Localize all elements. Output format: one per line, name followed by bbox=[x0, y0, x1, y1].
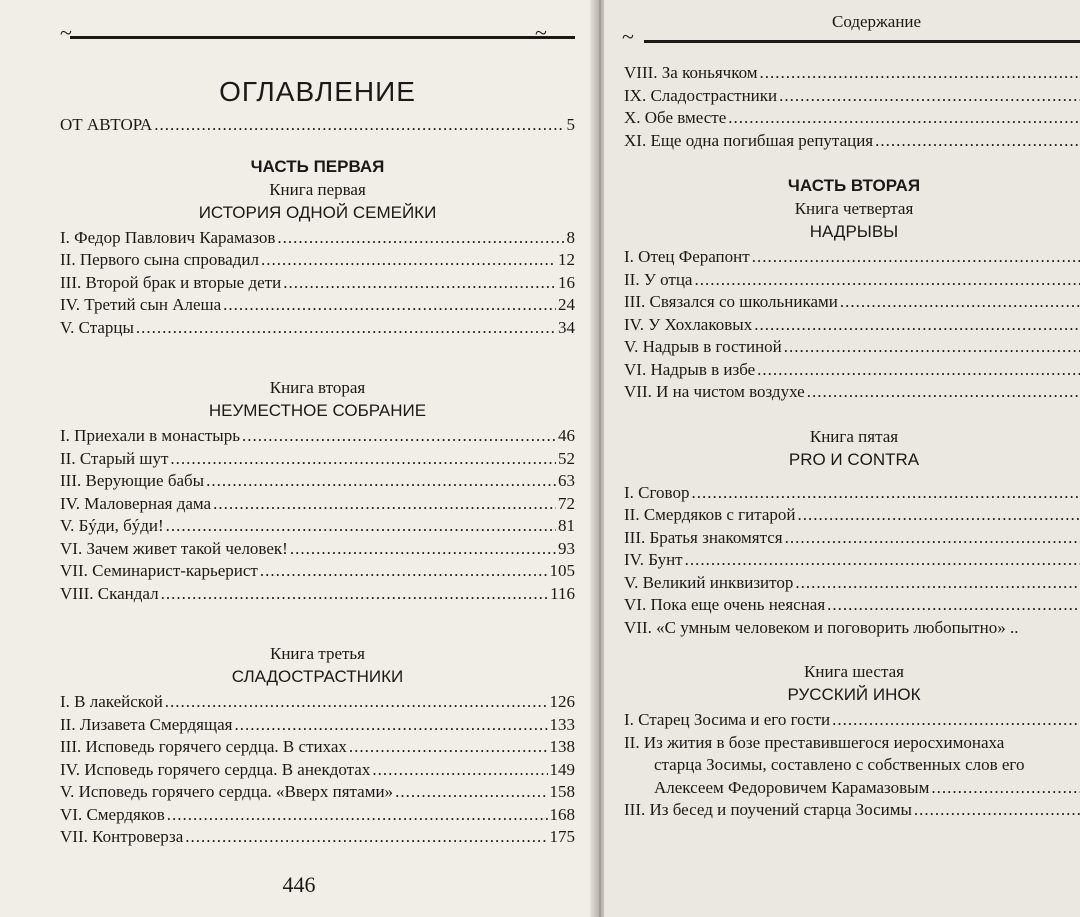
left-header-ornament bbox=[0, 0, 598, 60]
toc-entry: IX. Сладострастники ..... bbox=[624, 85, 1080, 108]
toc-entry: V. Исповедь горячего сердца. «Вверх пятами» ..... 158 bbox=[60, 781, 575, 804]
toc-entry: III. Из бесед и поучений старца Зосимы ..... bbox=[624, 799, 1080, 822]
book-title: РУССКИЙ ИНОК bbox=[787, 685, 921, 704]
right-toc bbox=[624, 62, 1080, 822]
book-title: ИСТОРИЯ ОДНОЙ СЕМЕЙКИ bbox=[198, 202, 437, 222]
toc-entry: I. В лакейской ..... 126 bbox=[60, 691, 575, 714]
toc-entry: I. Отец Ферапонт ..... bbox=[624, 246, 1080, 269]
toc-entry: V. Старцы ..... 34 bbox=[60, 317, 575, 340]
header-rule bbox=[644, 40, 1080, 43]
toc-entry: VI. Надрыв в избе ..... bbox=[624, 359, 1080, 382]
toc-entry: I. Старец Зосима и его гости ..... bbox=[624, 709, 1080, 732]
part-heading: ЧАСТЬ ПЕРВАЯ bbox=[250, 156, 385, 176]
toc-entry-multiline: Алексеем Федоровичем Карамазовым ..... bbox=[624, 777, 1080, 800]
book-label: Книга четвертая bbox=[794, 199, 914, 218]
toc-title: ОГЛАВЛЕНИЕ bbox=[219, 76, 416, 107]
toc-entry: VII. И на чистом воздухе ..... bbox=[624, 381, 1080, 404]
toc-entry: X. Обе вместе ..... bbox=[624, 107, 1080, 130]
toc-entry: V. Надрыв в гостиной ..... bbox=[624, 336, 1080, 359]
toc-entry: III. Исповедь горячего сердца. В стихах ..... 138 bbox=[60, 736, 575, 759]
toc-entry: III. Связался со школьниками ..... bbox=[624, 291, 1080, 314]
toc-entry: VIII. За коньячком ..... bbox=[624, 62, 1080, 85]
toc-entry: I. Федор Павлович Карамазов ..... 8 bbox=[60, 227, 575, 250]
toc-entry: IV. Маловерная дама ..... 72 bbox=[60, 493, 575, 516]
right-page bbox=[604, 0, 1080, 917]
page-number: 446 bbox=[282, 872, 316, 897]
toc-entry: VII. Контроверза ..... 175 bbox=[60, 826, 575, 849]
toc-entry: III. Верующие бабы ..... 63 bbox=[60, 470, 575, 493]
swirl-ornament-icon: ~ bbox=[622, 24, 634, 49]
book-title: PRO И CONTRA bbox=[788, 449, 920, 469]
book-label: Книга шестая bbox=[804, 662, 904, 681]
swirl-ornament-icon: ~ bbox=[535, 20, 547, 45]
toc-entry: IV. Третий сын Алеша ..... 24 bbox=[60, 294, 575, 317]
swirl-ornament-icon: ~ bbox=[60, 20, 72, 45]
running-head: Содержание bbox=[832, 12, 922, 31]
toc-entry: VI. Смердяков ..... 168 bbox=[60, 804, 575, 827]
header-rule bbox=[70, 36, 575, 39]
toc-entry: VII. Семинарист-карьерист ..... 105 bbox=[60, 560, 575, 583]
toc-entry: IV. Бунт ..... bbox=[624, 549, 1080, 572]
toc-entry: XI. Еще одна погибшая репутация ..... bbox=[624, 130, 1080, 153]
right-header-ornament bbox=[604, 0, 1080, 60]
toc-entry: II. Лизавета Смердящая ..... 133 bbox=[60, 714, 575, 737]
toc-entry: VI. Зачем живет такой человек! ..... 93 bbox=[60, 538, 575, 561]
toc-entry-multiline: II. Из жития в бозе преставившегося иеросхимонаха bbox=[624, 732, 1005, 752]
toc-entry: II. Смердяков с гитарой ..... bbox=[624, 504, 1080, 527]
part-heading: ЧАСТЬ ВТОРАЯ bbox=[787, 176, 921, 195]
toc-entry: II. Первого сына спровадил ..... 12 bbox=[60, 249, 575, 272]
toc-entry: I. Приехали в монастырь ..... 46 bbox=[60, 425, 575, 448]
toc-entry: I. Сговор ..... bbox=[624, 482, 1080, 505]
left-toc bbox=[60, 72, 575, 849]
toc-entry: III. Второй брак и вторые дети ..... 16 bbox=[60, 272, 575, 295]
toc-entry: V. Бýди, бýди! ..... 81 bbox=[60, 515, 575, 538]
toc-entry: IV. Исповедь горячего сердца. В анекдотах ..... 149 bbox=[60, 759, 575, 782]
book-label: Книга пятая bbox=[809, 426, 899, 446]
book-title: НАДРЫВЫ bbox=[809, 222, 899, 241]
book-label: Книга первая bbox=[269, 179, 366, 199]
toc-entry: II. Старый шут ..... 52 bbox=[60, 448, 575, 471]
toc-entry: V. Великий инквизитор ..... bbox=[624, 572, 1080, 595]
toc-entry: III. Братья знакомятся ..... bbox=[624, 527, 1080, 550]
toc-entry: IV. У Хохлаковых ..... bbox=[624, 314, 1080, 337]
book-label: Книга третья bbox=[270, 644, 365, 663]
toc-entry-author: ОТ АВТОРА ..... 5 bbox=[60, 114, 575, 137]
toc-entry: VI. Пока еще очень неясная ..... bbox=[624, 594, 1080, 617]
toc-entry: II. У отца ..... bbox=[624, 269, 1080, 292]
toc-entry-multiline: старца Зосимы, составлено с собственных слов его bbox=[654, 755, 1025, 774]
book-label: Книга вторая bbox=[269, 378, 366, 397]
toc-entry: VIII. Скандал ..... 116 bbox=[60, 583, 575, 606]
book-title: СЛАДОСТРАСТНИКИ bbox=[231, 667, 404, 686]
toc-entry: VII. «С умным человеком и поговорить любопытно» .. bbox=[624, 617, 1019, 637]
book-title: НЕУМЕСТНОЕ СОБРАНИЕ bbox=[208, 401, 427, 420]
